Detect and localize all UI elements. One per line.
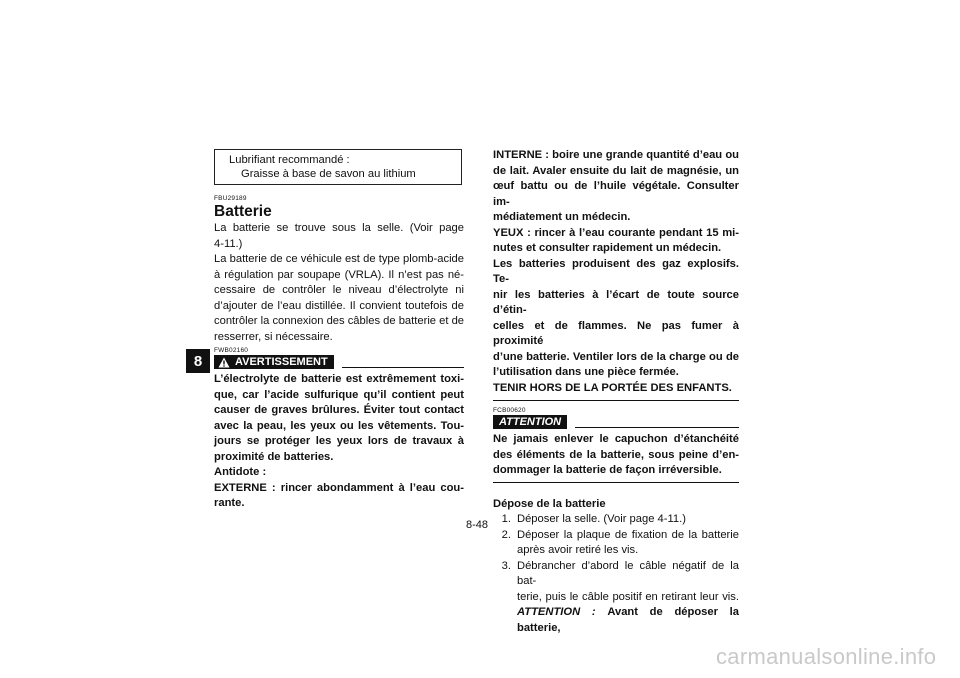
text-line: nir les batteries à l’écart de toute source d’étin-: [493, 288, 739, 316]
text-line: terie, puis le câble positif en retirant leur vis.: [517, 590, 739, 603]
text-line: causer de graves brûlures. Éviter tout contact: [214, 404, 464, 416]
text-line: après avoir retiré les vis.: [517, 544, 639, 556]
text-line: EXTERNE : rincer abondamment à l’eau cou-: [214, 481, 464, 494]
step-text: [517, 559, 739, 637]
lubricant-box: [214, 149, 462, 185]
text-line: Antidote :: [214, 466, 267, 478]
lubricant-value: Graisse à base de savon au lithium: [241, 168, 416, 180]
text-line: TENIR HORS DE LA PORTÉE DES ENFANTS.: [493, 381, 732, 394]
removal-steps: [493, 512, 739, 636]
page-number: 8-48: [466, 519, 489, 531]
warning-header: [214, 355, 464, 369]
chapter-tab: 8: [186, 349, 210, 373]
section-title: Batterie: [214, 203, 272, 220]
warning-badge: [214, 355, 334, 369]
text-line: avec la peau, les yeux ou les vêtements. Tou-: [214, 419, 464, 432]
lubricant-label: Lubrifiant recommandé :: [229, 154, 350, 166]
text-line: dommager la batterie de façon irréversible.: [493, 464, 722, 476]
text-line: INTERNE : boire une grande quantité d’eau ou: [493, 149, 739, 161]
attention-header: [493, 415, 739, 429]
warning-continued-text: [493, 148, 739, 396]
text-line: que, car l’acide sulfurique qu’il contient peut: [214, 388, 464, 401]
attention-end-rule: [493, 482, 739, 483]
text-line: d’une batterie. Ventiler lors de la charge ou de: [493, 350, 739, 363]
text-line: La batterie de ce véhicule est de type plomb-acide: [214, 253, 464, 265]
text-line: nutes et consulter rapidement un médecin.: [493, 242, 722, 254]
attention-badge: ATTENTION: [493, 415, 567, 429]
removal-heading: Dépose de la batterie: [493, 497, 606, 510]
list-item: [493, 528, 739, 559]
text-line: [517, 605, 739, 636]
step-number: 1.: [501, 513, 511, 525]
text-line: Les batteries produisent des gaz explosifs. Te-: [493, 257, 739, 285]
text-line: rante.: [214, 497, 245, 509]
text-line: 4-11.): [214, 237, 243, 250]
right-column: [493, 148, 739, 636]
attention-inline-label: ATTENTION :: [517, 606, 596, 618]
text-line: contrôler la connexion des câbles de batterie et de: [214, 315, 465, 327]
text-line: resserrer, si nécessaire.: [214, 330, 333, 343]
step-text: [517, 528, 739, 559]
left-column: [214, 195, 464, 512]
attention-text: [493, 432, 739, 479]
warning-text: [214, 372, 464, 512]
text-line: La batterie se trouve sous la selle. (Voir page: [214, 222, 464, 234]
text-line: Déposer la plaque de fixation de la batterie: [517, 528, 739, 541]
text-line: des éléments de la batterie, sous peine d’en-: [493, 448, 739, 461]
battery-location-text: [214, 221, 464, 345]
text-line: Ne jamais enlever le capuchon d’étanchéité: [493, 433, 739, 445]
warning-rule: [342, 367, 464, 368]
text-line: L’électrolyte de batterie est extrêmement toxi-: [214, 373, 464, 385]
text-line: à régulation par soupape (VRLA). Il n’est pas né-: [214, 268, 464, 281]
text-line: YEUX : rincer à l’eau courante pendant 15 mi-: [493, 226, 739, 239]
text-line: de lait. Avaler ensuite du lait de magnésie, un: [493, 164, 739, 177]
watermark: carmanualsonline.info: [716, 644, 937, 669]
warning-label: AVERTISSEMENT: [235, 356, 328, 368]
step-number: 2.: [501, 528, 511, 541]
text-line: proximité de batteries.: [214, 450, 334, 463]
warning-code: FWB02160: [214, 347, 249, 354]
text-line: d’ajouter de l’eau distillée. Il convient toutefois de: [214, 299, 464, 312]
attention-rule: [575, 427, 739, 428]
attention-code: FCB00620: [493, 407, 526, 414]
text-line: Débrancher d’abord le câble négatif de la bat-: [517, 559, 739, 587]
step-number: 3.: [501, 559, 511, 572]
list-item: [493, 512, 739, 528]
text-line: cessaire de contrôler le niveau d’électrolyte ni: [214, 284, 464, 296]
text-line: celles et de flammes. Ne pas fumer à proximité: [493, 319, 739, 347]
warning-end-rule: [493, 400, 739, 401]
text-line: œuf battu ou de l’huile végétale. Consulter im-: [493, 180, 739, 208]
step-text: Déposer la selle. (Voir page 4-11.): [517, 513, 686, 525]
text-line: jours se protéger les yeux lors de travaux à: [214, 435, 464, 447]
warning-triangle-icon: [218, 357, 230, 368]
text-line: l’utilisation dans une pièce fermée.: [493, 366, 679, 378]
list-item: [493, 559, 739, 637]
text-line: médiatement un médecin.: [493, 211, 631, 223]
attention-inline-text: Avant de déposer la batterie,: [517, 606, 739, 634]
section-code: FBU29189: [214, 195, 247, 202]
